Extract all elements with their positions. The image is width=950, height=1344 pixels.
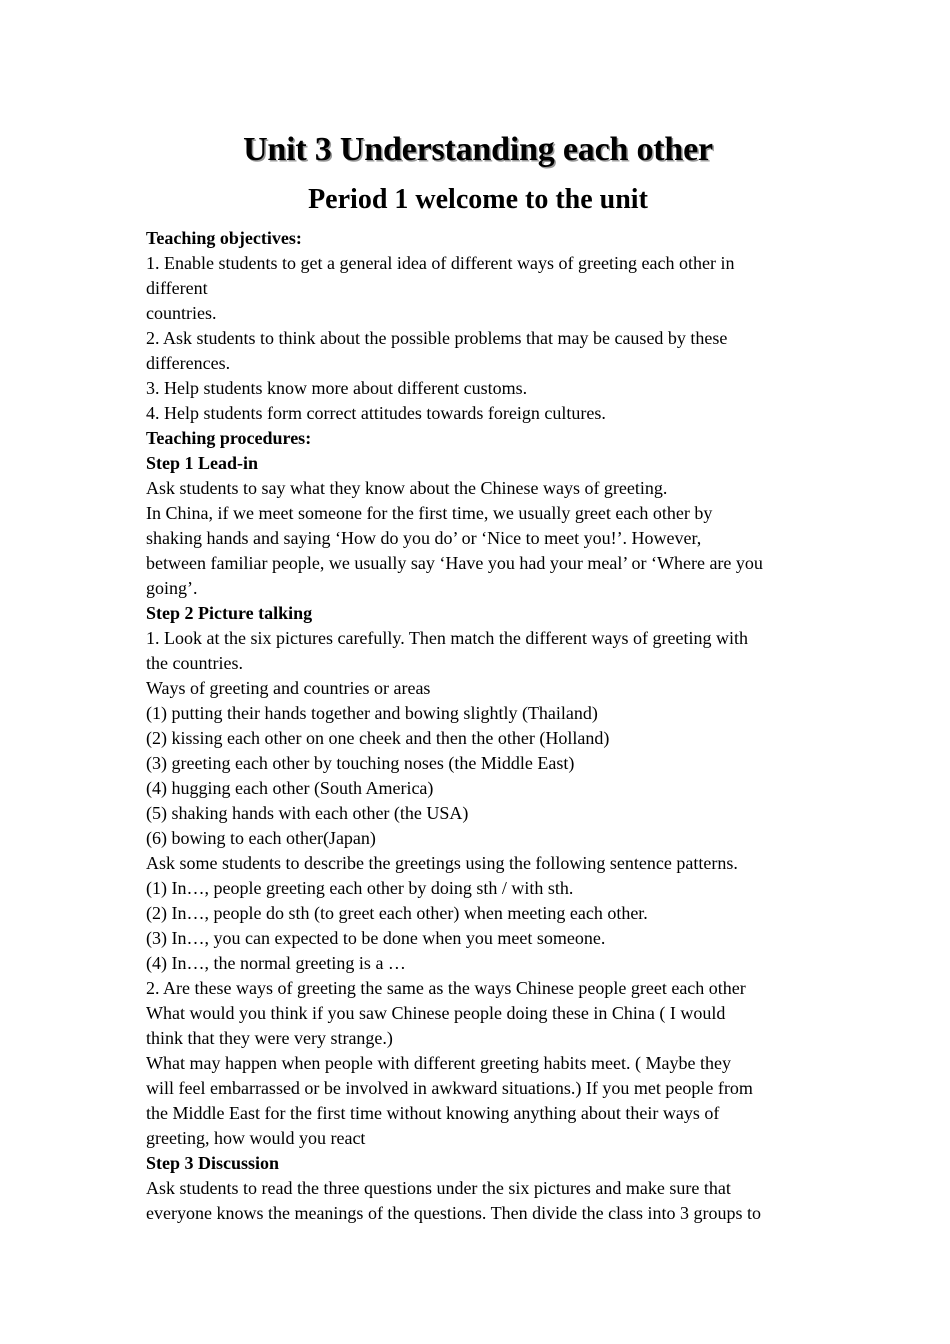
- text-line: think that they were very strange.): [146, 1028, 393, 1048]
- document-body: [146, 226, 810, 1226]
- text-line: (4) In…, the normal greeting is a …: [146, 953, 406, 973]
- text-line: (5) shaking hands with each other (the USA): [146, 803, 469, 823]
- text-line: Ask students to say what they know about the Chinese ways of greeting.: [146, 478, 668, 498]
- text-line: What would you think if you saw Chinese people doing these in China ( I would: [146, 1003, 726, 1023]
- text-line: (1) putting their hands together and bowing slightly (Thailand): [146, 703, 598, 723]
- section-heading: Step 2 Picture talking: [146, 603, 313, 623]
- text-line: 2. Are these ways of greeting the same as the ways Chinese people greet each other: [146, 978, 746, 998]
- text-line: 3. Help students know more about different customs.: [146, 378, 528, 398]
- text-line: (3) In…, you can expected to be done when you meet someone.: [146, 928, 606, 948]
- text-line: greeting, how would you react: [146, 1128, 366, 1148]
- text-line: (1) In…, people greeting each other by doing sth / with sth.: [146, 878, 574, 898]
- text-line: different: [146, 278, 208, 298]
- text-line: the countries.: [146, 653, 243, 673]
- text-line: (6) bowing to each other(Japan): [146, 828, 376, 848]
- text-line: Ways of greeting and countries or areas: [146, 678, 431, 698]
- text-line: In China, if we meet someone for the first time, we usually greet each other by: [146, 503, 713, 523]
- text-line: 4. Help students form correct attitudes towards foreign cultures.: [146, 403, 606, 423]
- text-line: (4) hugging each other (South America): [146, 778, 434, 798]
- text-line: What may happen when people with different greeting habits meet. ( Maybe they: [146, 1053, 731, 1073]
- document-subtitle: Period 1 welcome to the unit: [308, 184, 648, 215]
- text-line: (2) In…, people do sth (to greet each other) when meeting each other.: [146, 903, 648, 923]
- text-line: 2. Ask students to think about the possible problems that may be caused by these: [146, 328, 728, 348]
- text-line: differences.: [146, 353, 231, 373]
- text-line: (2) kissing each other on one cheek and then the other (Holland): [146, 728, 610, 748]
- text-line: (3) greeting each other by touching noses (the Middle East): [146, 753, 575, 773]
- document-title: Unit 3 Understanding each other: [243, 131, 713, 168]
- text-line: shaking hands and saying ‘How do you do’ or ‘Nice to meet you!’. However,: [146, 528, 702, 548]
- section-heading: Teaching objectives:: [146, 228, 302, 248]
- document-page: [146, 128, 810, 1226]
- text-line: going’.: [146, 578, 198, 598]
- text-line: the Middle East for the first time without knowing anything about their ways of: [146, 1103, 720, 1123]
- section-heading: Step 1 Lead-in: [146, 453, 259, 473]
- text-line: Ask some students to describe the greetings using the following sentence patterns.: [146, 853, 738, 873]
- text-line: everyone knows the meanings of the questions. Then divide the class into 3 groups to: [146, 1203, 762, 1223]
- section-heading: Teaching procedures:: [146, 428, 312, 448]
- text-line: countries.: [146, 303, 217, 323]
- text-line: will feel embarrassed or be involved in awkward situations.) If you met people from: [146, 1078, 753, 1098]
- text-line: 1. Enable students to get a general idea of different ways of greeting each other in: [146, 253, 735, 273]
- text-line: between familiar people, we usually say ‘Have you had your meal’ or ‘Where are you: [146, 553, 763, 573]
- section-heading: Step 3 Discussion: [146, 1153, 280, 1173]
- text-line: 1. Look at the six pictures carefully. Then match the different ways of greeting with: [146, 628, 748, 648]
- text-line: Ask students to read the three questions under the six pictures and make sure that: [146, 1178, 731, 1198]
